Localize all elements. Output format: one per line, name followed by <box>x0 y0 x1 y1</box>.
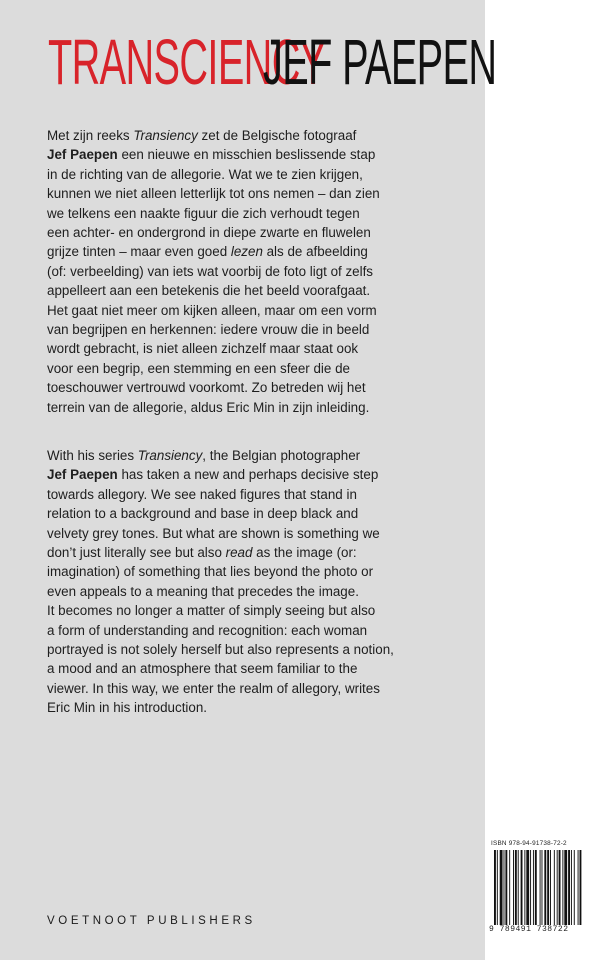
barcode-bar <box>500 850 503 925</box>
barcode-bar <box>542 850 543 925</box>
barcode-bar <box>515 850 517 925</box>
publisher-name: VOETNOOT PUBLISHERS <box>47 915 256 927</box>
text-segment: een nieuwe en misschien beslissende stap <box>117 147 376 163</box>
text-segment: a mood and an atmosphere that seem familiar to the <box>47 661 358 677</box>
barcode-bar <box>562 850 563 925</box>
text-segment: portrayed is not solely herself but also represents a notion, <box>47 642 394 658</box>
barcode-bar <box>554 850 555 925</box>
barcode-bar <box>513 850 514 925</box>
text-segment: van begrijpen en herkennen: iedere vrouw die in beeld <box>47 322 370 338</box>
english-line <box>47 543 477 562</box>
text-segment: zet de Belgische fotograaf <box>197 128 357 143</box>
text-segment: With his series <box>47 448 138 463</box>
barcode-bar <box>571 850 572 925</box>
text-segment: een achter- en ondergrond in diepe zwarte en fluwelen <box>47 225 371 241</box>
text-segment: towards allegory. We see naked figures that stand in <box>47 486 357 502</box>
barcode-bar <box>550 850 551 925</box>
text-segment: Jef Paepen <box>47 147 118 163</box>
barcode-bar <box>504 850 505 925</box>
barcode-bar <box>509 850 510 925</box>
english-line <box>47 621 477 640</box>
dutch-line <box>47 184 477 203</box>
dutch-line <box>47 339 477 358</box>
barcode-bar <box>533 850 534 925</box>
text-segment: voor een begrip, een stemming en een sfeer die de <box>47 360 350 376</box>
barcode-bar <box>540 850 541 925</box>
barcode-bar <box>544 850 546 925</box>
text-segment: als de afbeelding <box>262 244 368 260</box>
dutch-line <box>47 242 477 261</box>
english-line <box>47 679 477 698</box>
english-line <box>47 582 477 601</box>
english-line <box>47 562 477 581</box>
dutch-line <box>47 145 477 164</box>
text-segment: lezen <box>230 244 263 260</box>
barcode-bar <box>564 850 567 925</box>
english-line <box>47 698 477 717</box>
english-line <box>47 446 477 465</box>
text-segment: Transiency <box>133 128 198 143</box>
title-black-wrap <box>263 26 497 98</box>
english-blurb <box>47 446 477 718</box>
barcode-bar <box>535 850 537 925</box>
english-line <box>47 524 477 543</box>
text-segment: a form of understanding and recognition: each woman <box>47 622 368 638</box>
barcode-bar <box>530 850 531 925</box>
text-segment: has taken a new and perhaps decisive step <box>117 467 379 483</box>
barcode-bar <box>580 850 582 925</box>
english-line <box>47 601 477 620</box>
barcode-bar <box>497 850 498 925</box>
white-side-strip <box>485 0 614 960</box>
text-segment: , the Belgian photographer <box>202 448 361 463</box>
barcode-bar <box>521 850 523 925</box>
text-segment: viewer. In this way, we enter the realm of allegory, writes <box>47 680 380 696</box>
text-segment: appelleert aan een betekenis die het beeld voorafgaat. <box>47 283 371 299</box>
barcode-bar <box>526 850 529 925</box>
dutch-line <box>47 281 477 300</box>
text-segment: Transiency <box>137 448 203 463</box>
title-red-wrap <box>48 26 326 98</box>
text-segment: Eric Min in his introduction. <box>47 700 208 716</box>
dutch-line <box>47 398 477 417</box>
english-line <box>47 504 477 523</box>
title-transciency: TRANSCIENCY <box>48 26 326 98</box>
text-segment: even appeals to a meaning that precedes the image. <box>47 583 359 599</box>
text-segment: don’t just literally see but also <box>47 545 226 561</box>
dutch-line <box>47 301 477 320</box>
text-segment: wordt gebracht, is niet alleen zichzelf maar staat ook <box>47 341 359 357</box>
text-segment: read <box>225 545 253 561</box>
barcode-bar <box>518 850 519 925</box>
barcode-bar <box>559 850 561 925</box>
dutch-line <box>47 320 477 339</box>
barcode-bar <box>524 850 525 925</box>
cover-title <box>48 26 497 110</box>
text-segment: Het gaat niet meer om kijken alleen, maar om een vorm <box>47 302 377 318</box>
text-segment: in de richting van de allegorie. Wat we te zien krijgen, <box>47 166 363 182</box>
dutch-line <box>47 204 477 223</box>
barcode-bar <box>574 850 575 925</box>
dutch-line <box>47 262 477 281</box>
barcode-bar <box>494 850 496 925</box>
text-segment: It becomes no longer a matter of simply seeing but also <box>47 603 376 619</box>
text-segment: toeschouwer vertrouwd voorkomt. Zo betreden wij het <box>47 380 366 396</box>
english-line <box>47 485 477 504</box>
text-segment: Jef Paepen <box>47 467 118 483</box>
text-segment: imagination) of something that lies beyond the photo or <box>47 564 374 580</box>
dutch-line <box>47 223 477 242</box>
text-segment: grijze tinten – maar even goed <box>47 244 231 260</box>
dutch-line <box>47 378 477 397</box>
barcode-bar <box>557 850 558 925</box>
isbn-text: ISBN 978-94-91738-72-2 <box>491 840 567 847</box>
text-segment: velvety grey tones. But what are shown is something we <box>47 525 380 541</box>
text-segment: (of: verbeelding) van iets wat voorbij de foto ligt of zelfs <box>47 263 374 279</box>
english-line <box>47 465 477 484</box>
dutch-line <box>47 126 477 145</box>
text-segment: as the image (or: <box>252 545 357 561</box>
english-line <box>47 659 477 678</box>
text-segment: terrein van de allegorie, aldus Eric Min in zijn inleiding. <box>47 399 370 415</box>
barcode-bar <box>547 850 549 925</box>
text-segment: relation to a background and base in deep black and <box>47 506 359 522</box>
barcode-bar <box>568 850 570 925</box>
dutch-line <box>47 359 477 378</box>
text-segment: kunnen we niet alleen letterlijk tot ons nemen – dan zien <box>47 186 380 202</box>
text-segment: we telkens een naakte figuur die zich verhoudt tegen <box>47 205 360 221</box>
title-author: JEF PAEPEN <box>263 26 497 98</box>
text-segment: Met zijn reeks <box>47 128 134 143</box>
barcode-bar <box>505 850 507 925</box>
dutch-blurb <box>47 126 477 417</box>
barcode <box>493 850 605 925</box>
barcode-bar <box>578 850 579 925</box>
dutch-line <box>47 165 477 184</box>
english-line <box>47 640 477 659</box>
barcode-digits: 9 789491 738722 <box>489 925 569 934</box>
